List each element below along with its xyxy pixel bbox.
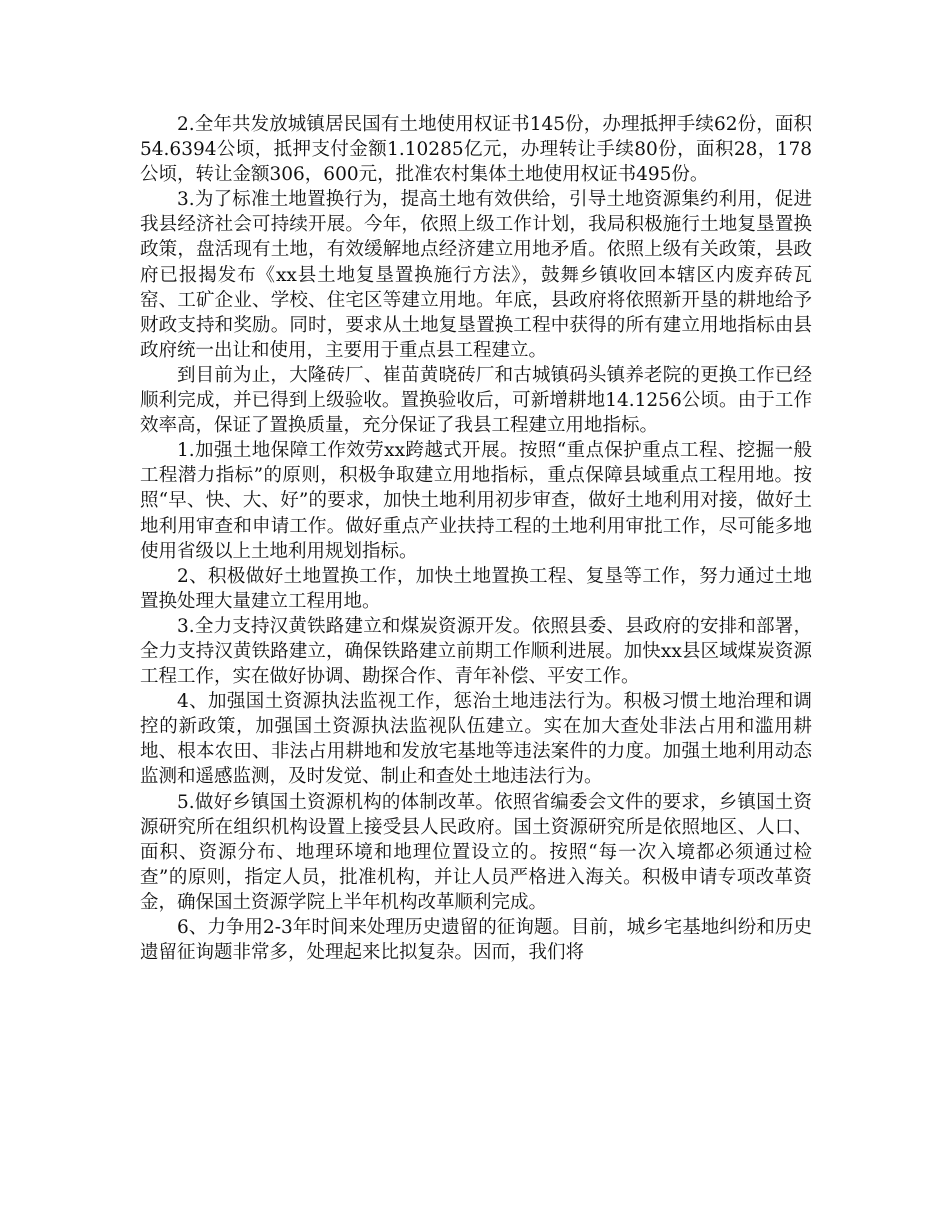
- paragraph-land-replacement-policy: 3.为了标准土地置换行为，提高土地有效供给，引导土地资源集约利用，促进我县经济社会可持续开展。今年，依照上级工作计划，我局积极施行土地复垦置换政策，盘活现有土地，有效缓解地点经济建立用地矛盾。依照上级有关政策，县政府已报揭发布《xx县土地复垦置换施行方法》，鼓舞乡镇收回本辖区内废弃砖瓦窑、工矿企业、学校、住宅区等建立用地。年底，县政府将依照新开垦的耕地给予财政支持和奖励。同时，要求从土地复垦置换工程中获得的所有建立用地指标由县政府统一出让和使用，主要用于重点县工程建立。: [140, 189, 812, 361]
- paragraph-law-enforcement: 4、加强国土资源执法监视工作，惩治土地违法行为。积极习惯土地治理和调控的新政策，加强国土资源执法监视队伍建立。实在加大查处非法占用和滥用耕地、根本农田、非法占用耕地和发放宅基地等违法案件的力度。加强土地利用动态监测和遥感监测，及时发觉、制止和查处土地违法行为。: [140, 691, 812, 788]
- paragraph-land-replacement-work: 2、积极做好土地置换工作，加快土地置换工程、复垦等工作，努力通过土地置换处理大量建立工程用地。: [140, 565, 812, 612]
- paragraph-railway-coal: 3.全力支持汉黄铁路建立和煤炭资源开发。依照县委、县政府的安排和部署，全力支持汉黄铁路建立，确保铁路建立前期工作顺利进展。加快xx县区域煤炭资源工程工作，实在做好协调、勘探合作、青年补偿、平安工作。: [140, 615, 812, 688]
- paragraph-institution-reform: 5.做好乡镇国土资源机构的体制改革。依照省编委会文件的要求，乡镇国土资源研究所在组织机构设置上接受县人民政府。国土资源研究所是依照地区、人口、面积、资源分布、地理环境和地理位置设立的。按照“每一次入境都必须通过检查”的原则，指定人员，批准机构，并让人员严格进入海关。积极申请专项改革资金，确保国土资源学院上半年机构改革顺利完成。: [140, 791, 812, 913]
- paragraph-land-certificates: 2.全年共发放城镇居民国有土地使用权证书145份，办理抵押手续62份，面积54.6394公顷，抵押支付金额1.10285亿元，办理转让手续80份，面积28，178公顷，转让金额306，600元，批准农村集体土地使用权证书495份。: [140, 114, 812, 186]
- paragraph-land-guarantee: 1.加强土地保障工作效劳xx跨越式开展。按照“重点保护重点工程、挖掘一般工程潜力指标”的原则，积极争取建立用地指标，重点保障县域重点工程用地。按照“早、快、大、好”的要求，加快土地利用初步审查，做好土地利用对接，做好土地利用审查和申请工作。做好重点产业扶持工程的土地利用审批工作，尽可能多地使用省级以上土地利用规划指标。: [140, 440, 812, 562]
- paragraph-historical-issues: 6、力争用2-3年时间来处理历史遗留的征询题。目前，城乡宅基地纠纷和历史遗留征询题非常多，处理起来比拟复杂。因而，我们将: [140, 917, 812, 964]
- document-page: [140, 112, 812, 965]
- paragraph-replacement-progress: 到目前为止，大隆砖厂、崔苗黄晓砖厂和古城镇码头镇养老院的更换工作已经顺利完成，并已得到上级验收。置换验收后，可新增耕地14.1256公顷。由于工作效率高，保证了置换质量，充分保证了我县工程建立用地指标。: [140, 364, 812, 437]
